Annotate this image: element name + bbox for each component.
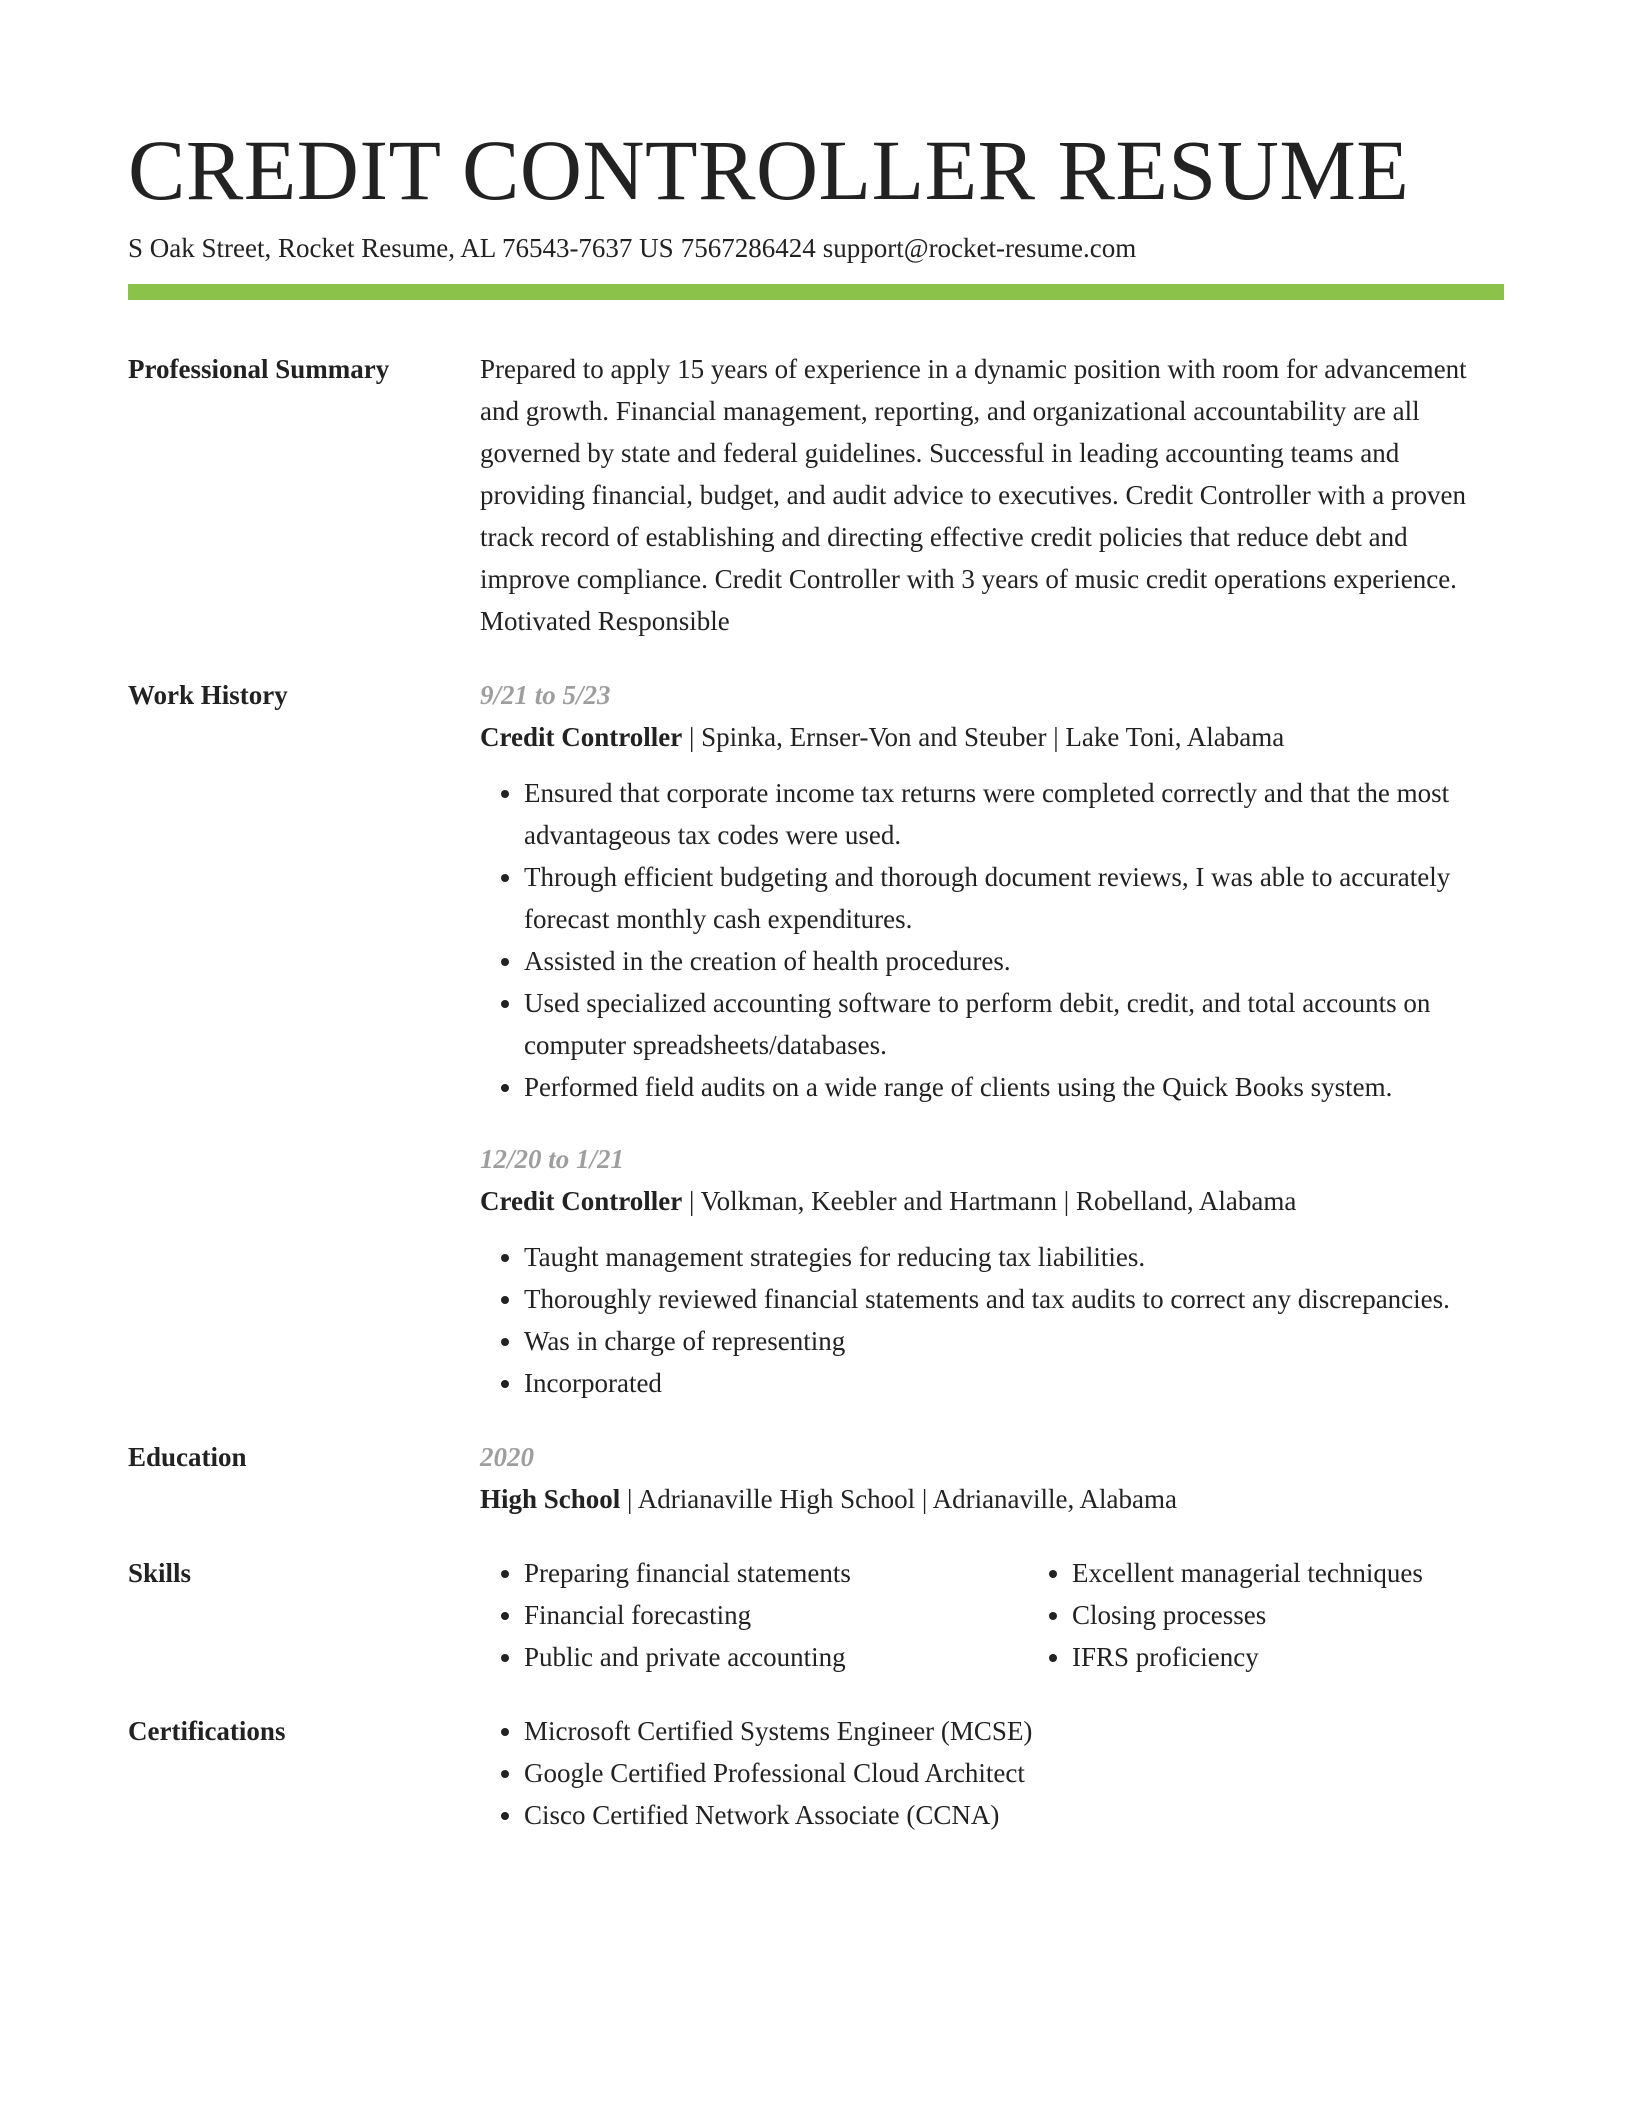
work-history-section (128, 674, 1504, 1404)
list-item: • Incorporated (524, 1362, 1504, 1404)
job-title: Credit Controller (480, 1186, 683, 1216)
list-item: • Performed field audits on a wide range of clients using the Quick Books system. (524, 1066, 1504, 1108)
education-degree: High School (480, 1484, 621, 1514)
section-label-work: Work History (128, 680, 288, 710)
education-content (480, 1436, 1504, 1520)
skills-section (128, 1552, 1504, 1678)
list-item: • Ensured that corporate income tax returns were completed correctly and that the most advantageous tax codes were used. (524, 772, 1504, 856)
contact-line (128, 230, 1504, 266)
list-item: • Thoroughly reviewed financial statements and tax audits to correct any discrepancies. (524, 1278, 1504, 1320)
skills-column-2 (1028, 1552, 1504, 1678)
education-section (128, 1436, 1504, 1520)
list-item: • IFRS proficiency (1072, 1636, 1504, 1678)
job-bullets (480, 772, 1504, 1108)
job-heading (480, 1180, 1504, 1222)
work-history-content (480, 674, 1504, 1404)
resume-title: CREDIT CONTROLLER RESUME (128, 122, 1410, 218)
list-item: • Financial forecasting (524, 1594, 1028, 1636)
list-item: • Through efficient budgeting and thorough document reviews, I was able to accurately forecast monthly cash expenditures. (524, 856, 1504, 940)
certifications-content (480, 1710, 1504, 1836)
job-entry (480, 1138, 1504, 1404)
job-heading (480, 716, 1504, 758)
job-dates: 12/20 to 1/21 (480, 1144, 625, 1174)
job-details: | Spinka, Ernser-Von and Steuber | Lake Toni, Alabama (682, 722, 1285, 752)
accent-divider (128, 284, 1504, 300)
contact-phone: 7567286424 (680, 233, 816, 263)
summary-section (128, 348, 1504, 642)
list-item: • Closing processes (1072, 1594, 1504, 1636)
job-entry (480, 674, 1504, 1108)
list-item: • Google Certified Professional Cloud Architect (524, 1752, 1504, 1794)
section-label-education: Education (128, 1442, 247, 1472)
job-bullets (480, 1236, 1504, 1404)
skills-content (480, 1552, 1504, 1678)
section-label-certifications: Certifications (128, 1716, 286, 1746)
list-item: • Excellent managerial techniques (1072, 1552, 1504, 1594)
list-item: • Assisted in the creation of health procedures. (524, 940, 1504, 982)
resume-page (128, 120, 1504, 1836)
summary-text: Prepared to apply 15 years of experience in a dynamic position with room for advancement and growth. Financial management, reporting, and organizational accountability are all governed by state and federal guidelines. Successful in leading accounting teams and providing financial, budget, and audit advice to executives. Credit Controller with a proven track record of establishing and directing effective credit policies that reduce debt and improve compliance. Credit Controller with 3 years of music credit operations experience. Motivated Responsible (480, 354, 1467, 636)
skills-column-1 (480, 1552, 1028, 1678)
list-item: • Was in charge of representing (524, 1320, 1504, 1362)
list-item: • Public and private accounting (524, 1636, 1028, 1678)
certifications-section (128, 1710, 1504, 1836)
job-title: Credit Controller (480, 722, 683, 752)
job-dates: 9/21 to 5/23 (480, 680, 611, 710)
list-item: • Preparing financial statements (524, 1552, 1028, 1594)
section-label-skills: Skills (128, 1558, 192, 1588)
education-heading (480, 1478, 1504, 1520)
job-details: | Volkman, Keebler and Hartmann | Robelland, Alabama (682, 1186, 1297, 1216)
contact-address: S Oak Street, Rocket Resume, AL 76543-7637 US (128, 233, 674, 263)
education-details: | Adrianaville High School | Adrianaville, Alabama (620, 1484, 1177, 1514)
section-label-summary: Professional Summary (128, 354, 390, 384)
education-year: 2020 (480, 1442, 534, 1472)
certifications-list (480, 1710, 1504, 1836)
contact-email: support@rocket-resume.com (822, 233, 1137, 263)
list-item: • Taught management strategies for reducing tax liabilities. (524, 1236, 1504, 1278)
list-item: • Microsoft Certified Systems Engineer (MCSE) (524, 1710, 1504, 1752)
list-item: • Used specialized accounting software to perform debit, credit, and total accounts on computer spreadsheets/databases. (524, 982, 1504, 1066)
list-item: • Cisco Certified Network Associate (CCNA) (524, 1794, 1504, 1836)
